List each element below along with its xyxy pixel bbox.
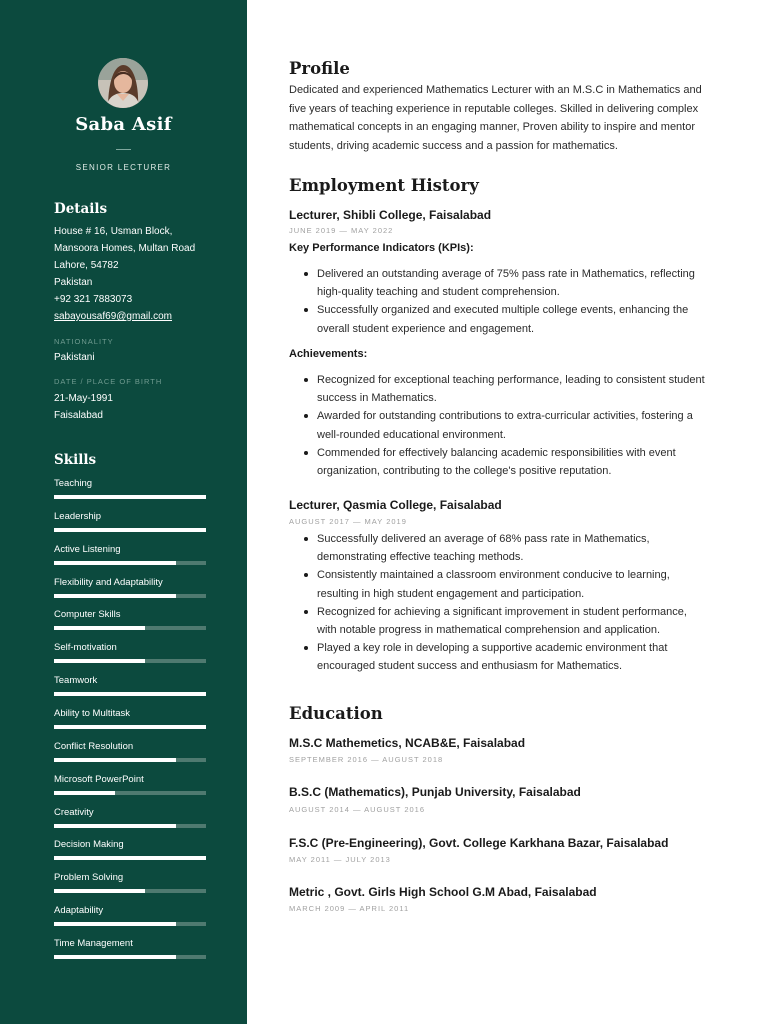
list-item-line: resulting in high student engagement and participation.	[317, 587, 585, 600]
list-item-line: success in Mathematics.	[317, 392, 437, 405]
skill-name: Ability to Multitask	[54, 707, 131, 719]
achievements-list	[303, 371, 721, 480]
skill-item	[54, 708, 206, 738]
skill-level-bar	[54, 725, 206, 729]
job-bullets	[303, 530, 721, 676]
list-item-line: Consistently maintained a classroom environment conducive to learning,	[317, 569, 670, 582]
avatar-photo	[98, 58, 148, 108]
list-item	[303, 301, 721, 337]
birth-place: Faisalabad	[54, 410, 103, 421]
profile-line: five years of teaching experience in reputable colleges. Skilled in delivering complex	[289, 102, 699, 115]
education-title: Metric , Govt. Girls High School G.M Abad, Faisalabad	[289, 885, 597, 899]
skill-name: Self-motivation	[54, 642, 117, 654]
skill-level-bar	[54, 495, 206, 499]
achievements-label: Achievements:	[289, 348, 368, 360]
skill-level-fill	[54, 626, 145, 630]
skill-name: Computer Skills	[54, 609, 121, 621]
list-item-line: high-quality teaching and student comprehension.	[317, 286, 560, 299]
job-title: Lecturer, Shibli College, Faisalabad	[289, 208, 492, 222]
skill-name: Teamwork	[54, 675, 98, 687]
skill-level-fill	[54, 561, 176, 565]
skills-heading: Skills	[54, 452, 97, 468]
list-item	[303, 407, 721, 443]
education-dates: MARCH 2009 — APRIL 2011	[289, 904, 410, 913]
list-item-line: Successfully organized and executed multiple college events, enhancing the	[317, 304, 689, 317]
skill-level-fill	[54, 856, 206, 860]
skill-item	[54, 872, 206, 902]
nationality-value: Pakistani	[54, 352, 95, 363]
address-line: Pakistan	[54, 277, 93, 288]
education-dates: SEPTEMBER 2016 — AUGUST 2018	[289, 755, 444, 764]
skill-item	[54, 511, 206, 541]
kpi-list	[303, 265, 721, 338]
skill-item	[54, 478, 206, 508]
employment-heading: Employment History	[289, 176, 479, 195]
address-line: House # 16, Usman Block,	[54, 226, 173, 237]
phone-number: +92 321 7883073	[54, 294, 133, 305]
skill-name: Microsoft PowerPoint	[54, 773, 144, 785]
skill-level-bar	[54, 791, 206, 795]
skill-name: Active Listening	[54, 543, 121, 555]
skill-item	[54, 905, 206, 935]
list-item	[303, 603, 721, 639]
skill-name: Flexibility and Adaptability	[54, 576, 163, 588]
skill-item	[54, 675, 206, 705]
list-item-line: Commended for effectively balancing academic responsibilities with event	[317, 446, 676, 459]
education-title: M.S.C Mathemetics, NCAB&E, Faisalabad	[289, 736, 526, 750]
profile-line: Dedicated and experienced Mathematics Lecturer with an M.S.C in Mathematics and	[289, 84, 702, 96]
skill-level-fill	[54, 955, 176, 959]
avatar	[98, 58, 148, 108]
skill-level-fill	[54, 889, 145, 893]
skill-name: Conflict Resolution	[54, 740, 134, 752]
skill-name: Time Management	[54, 937, 133, 949]
skill-level-fill	[54, 659, 145, 663]
list-item	[303, 265, 721, 301]
list-item-line: encouraged student success and enthusiasm for Mathematics.	[317, 660, 623, 673]
profile-line: mathematical concepts in an engaging manner, Proven ability to inspire and mentor	[289, 121, 696, 133]
skill-item	[54, 544, 206, 574]
skill-level-bar	[54, 856, 206, 860]
list-item	[303, 530, 721, 566]
skill-level-bar	[54, 824, 206, 828]
skill-name: Creativity	[54, 806, 94, 818]
skill-level-bar	[54, 594, 206, 598]
candidate-name: Saba Asif	[75, 114, 172, 135]
kpi-label: Key Performance Indicators (KPIs):	[289, 242, 474, 254]
skill-item	[54, 577, 206, 607]
list-item-line: overall student experience and engagement.	[317, 322, 535, 335]
education-dates: MAY 2011 — JULY 2013	[289, 855, 391, 864]
skill-name: Adaptability	[54, 905, 104, 917]
list-item	[303, 371, 721, 407]
list-item-line: with notable progress in mathematical comprehension and application.	[317, 624, 661, 637]
birth-label: DATE / PLACE OF BIRTH	[54, 377, 163, 386]
skill-level-fill	[54, 791, 115, 795]
list-item-line: Awarded for outstanding contributions to extra-curricular activities, fostering a	[317, 410, 693, 423]
nationality-label: NATIONALITY	[54, 337, 114, 346]
profile-heading: Profile	[289, 59, 350, 78]
education-heading: Education	[289, 704, 383, 723]
job-dates: AUGUST 2017 — MAY 2019	[289, 517, 407, 526]
skill-level-fill	[54, 495, 206, 499]
skill-level-fill	[54, 692, 206, 696]
list-item-line: well-rounded educational environment.	[317, 428, 506, 441]
skill-level-fill	[54, 725, 206, 729]
list-item-line: Played a key role in developing a supportive academic environment that	[317, 642, 668, 655]
list-item	[303, 639, 721, 675]
skill-item	[54, 774, 206, 804]
skill-level-fill	[54, 528, 206, 532]
skill-level-bar	[54, 889, 206, 893]
skill-item	[54, 609, 206, 639]
job-title: Lecturer, Qasmia College, Faisalabad	[289, 498, 502, 512]
skill-level-fill	[54, 922, 176, 926]
address-line: Lahore, 54782	[54, 260, 119, 271]
address-line: Mansoora Homes, Multan Road	[54, 243, 196, 254]
skill-name: Decision Making	[54, 839, 124, 851]
education-title: B.S.C (Mathematics), Punjab University, Faisalabad	[289, 785, 581, 799]
skill-level-bar	[54, 626, 206, 630]
skill-level-bar	[54, 659, 206, 663]
skill-item	[54, 741, 206, 771]
education-dates: AUGUST 2014 — AUGUST 2016	[289, 805, 426, 814]
skill-name: Problem Solving	[54, 872, 124, 884]
list-item-line: Delivered an outstanding average of 75% pass rate in Mathematics, reflecting	[317, 268, 695, 280]
job-dates: JUNE 2019 — MAY 2022	[289, 226, 394, 235]
skill-level-bar	[54, 922, 206, 926]
list-item	[303, 444, 721, 480]
skill-level-fill	[54, 594, 176, 598]
skill-level-bar	[54, 758, 206, 762]
profile-line: students, driving academic success and a passion for mathematics.	[289, 139, 618, 152]
list-item-line: organization, contributing to the college's positive reputation.	[317, 465, 612, 478]
birth-date: 21-May-1991	[54, 393, 113, 404]
skill-item	[54, 839, 206, 869]
candidate-title: SENIOR LECTURER	[75, 163, 172, 172]
skill-item	[54, 807, 206, 837]
email-link[interactable]: sabayousaf69@gmail.com	[54, 311, 172, 322]
list-item-line: Successfully delivered an average of 68% pass rate in Mathematics,	[317, 533, 650, 545]
name-divider	[116, 149, 131, 150]
list-item-line: demonstrating effective teaching methods.	[317, 551, 524, 564]
skill-level-bar	[54, 528, 206, 532]
list-item	[303, 566, 721, 602]
skill-item	[54, 642, 206, 672]
details-heading: Details	[54, 201, 108, 217]
sidebar	[0, 0, 247, 1024]
skill-level-bar	[54, 561, 206, 565]
skill-level-fill	[54, 824, 176, 828]
skill-item	[54, 938, 206, 968]
skill-name: Leadership	[54, 510, 102, 522]
profile-summary	[289, 81, 721, 155]
skill-level-bar	[54, 692, 206, 696]
skill-name: Teaching	[54, 478, 93, 489]
education-title: F.S.C (Pre-Engineering), Govt. College Karkhana Bazar, Faisalabad	[289, 836, 669, 850]
skill-level-fill	[54, 758, 176, 762]
list-item-line: Recognized for achieving a significant improvement in student performance,	[317, 605, 687, 618]
skill-level-bar	[54, 955, 206, 959]
list-item-line: Recognized for exceptional teaching performance, leading to consistent student	[317, 374, 705, 386]
